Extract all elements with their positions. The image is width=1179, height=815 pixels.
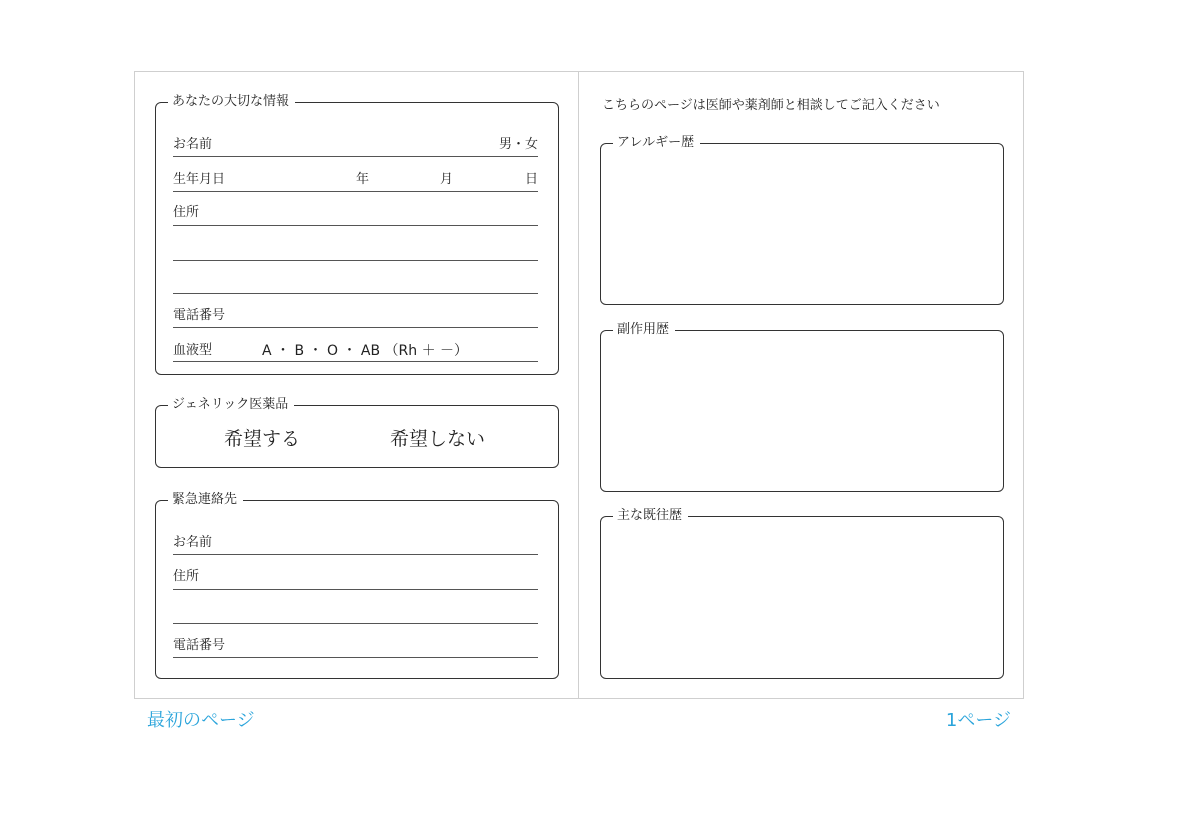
generic-want-option[interactable]: 希望する: [224, 428, 301, 450]
emergency-address-line-2: [173, 623, 538, 624]
emergency-name-line: [173, 554, 538, 555]
name-line: [173, 156, 538, 157]
phone-label: 電話番号: [173, 308, 226, 323]
blood-type-options[interactable]: A ・ B ・ O ・ AB （Rh ＋ －）: [262, 343, 469, 359]
notebook-spread: [134, 71, 1024, 699]
emergency-address-label: 住所: [173, 569, 200, 584]
birth-label: 生年月日: [173, 172, 226, 187]
generic-medicine-legend: ジェネリック医薬品: [168, 397, 294, 413]
page-number-link[interactable]: 1ページ: [945, 710, 1011, 731]
birth-month-label: 月: [440, 172, 454, 187]
address-line-3: [173, 293, 538, 294]
medical-history-box[interactable]: [600, 508, 1004, 679]
birth-year-label: 年: [356, 172, 370, 187]
emergency-phone-line: [173, 657, 538, 658]
side-effect-history-box[interactable]: [600, 322, 1004, 492]
emergency-name-label: お名前: [173, 535, 213, 550]
generic-medicine-box: [155, 397, 559, 468]
allergy-history-legend: アレルギー歴: [613, 135, 700, 151]
personal-info-legend: あなたの大切な情報: [168, 94, 295, 110]
page-spine: [578, 72, 579, 698]
name-label: お名前: [173, 137, 213, 152]
emergency-address-line-1: [173, 589, 538, 590]
address-line-1: [173, 225, 538, 226]
personal-info-box: [155, 94, 559, 375]
phone-line: [173, 327, 538, 328]
blood-type-label: 血液型: [173, 343, 213, 358]
side-effect-history-legend: 副作用歴: [613, 322, 675, 338]
address-label: 住所: [173, 205, 200, 220]
gender-options[interactable]: 男・女: [498, 137, 538, 152]
blood-type-line: [173, 361, 538, 362]
birth-line: [173, 191, 538, 192]
emergency-contact-legend: 緊急連絡先: [168, 492, 243, 508]
emergency-contact-box: [155, 492, 559, 679]
emergency-phone-label: 電話番号: [173, 638, 226, 653]
first-page-link[interactable]: 最初のページ: [147, 710, 255, 731]
birth-day-label: 日: [524, 172, 538, 187]
address-line-2: [173, 260, 538, 261]
allergy-history-box[interactable]: [600, 135, 1004, 305]
generic-not-want-option[interactable]: 希望しない: [390, 428, 486, 450]
medical-history-legend: 主な既往歴: [613, 508, 688, 524]
right-page-instruction: こちらのページは医師や薬剤師と相談してご記入ください: [602, 98, 940, 113]
